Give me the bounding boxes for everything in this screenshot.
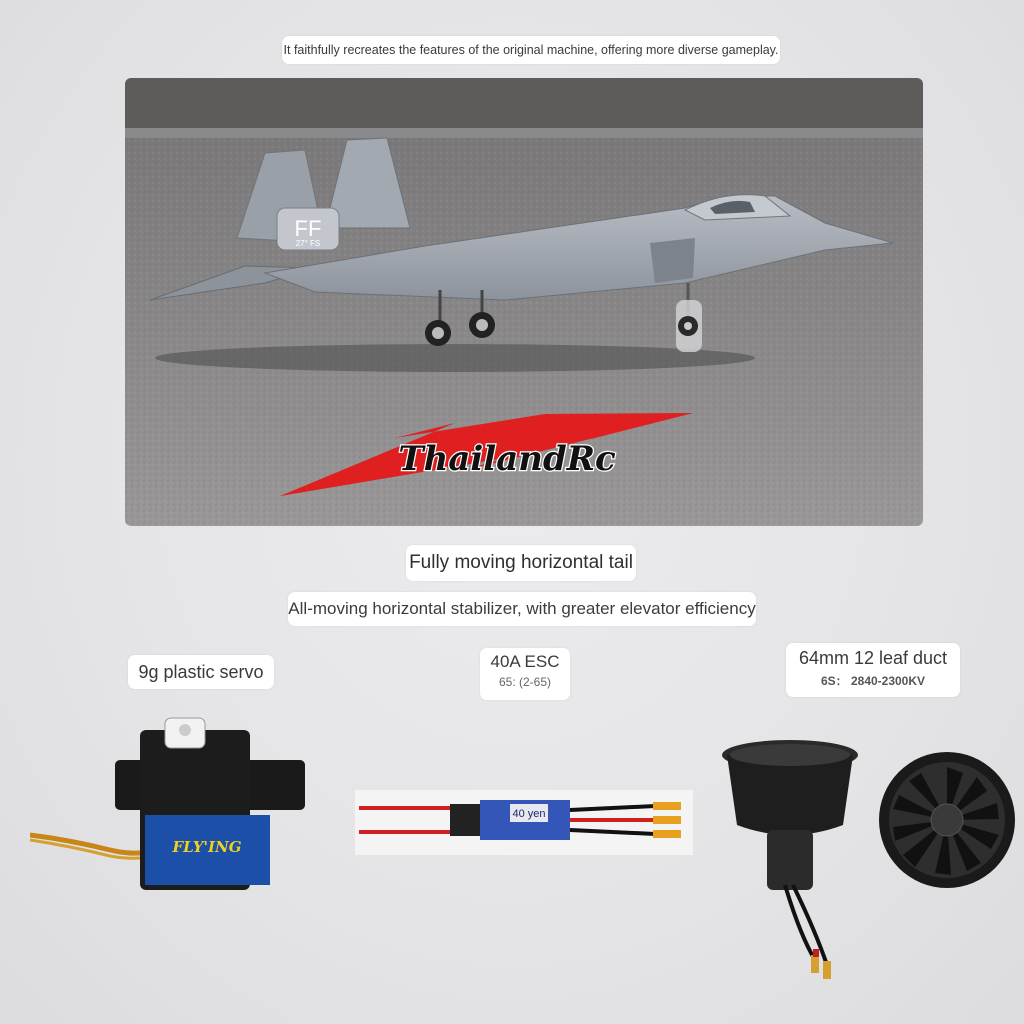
top-caption: It faithfully recreates the features of the original machine, offering more diverse gameplay. <box>282 36 780 64</box>
esc-image <box>355 790 693 855</box>
background-wall <box>125 78 923 128</box>
esc-label-box <box>480 648 570 700</box>
feature-description: All-moving horizontal stabilizer, with greater elevator efficiency <box>288 592 756 626</box>
feature-title: Fully moving horizontal tail <box>406 545 636 581</box>
duct-fan-image <box>715 735 1020 985</box>
logo-text: ThailandRc <box>398 439 616 479</box>
servo-brand-text: FLY'ING <box>172 838 242 856</box>
esc-sublabel: 65: (2-65) <box>498 675 552 689</box>
tail-sub-marking: 27° FS <box>295 239 321 248</box>
duct-label: 64mm 12 leaf duct <box>798 648 948 668</box>
esc-label: 40A ESC <box>490 652 560 671</box>
hero-photo <box>125 78 923 526</box>
servo-image <box>30 700 320 900</box>
tail-marking: FF <box>294 216 322 241</box>
servo-label: 9g plastic servo <box>128 655 274 689</box>
esc-sticker-text: 40 yen <box>512 808 546 820</box>
duct-label-box <box>786 643 960 697</box>
duct-sublabel: 6S： 2840-2300KV <box>820 674 926 688</box>
